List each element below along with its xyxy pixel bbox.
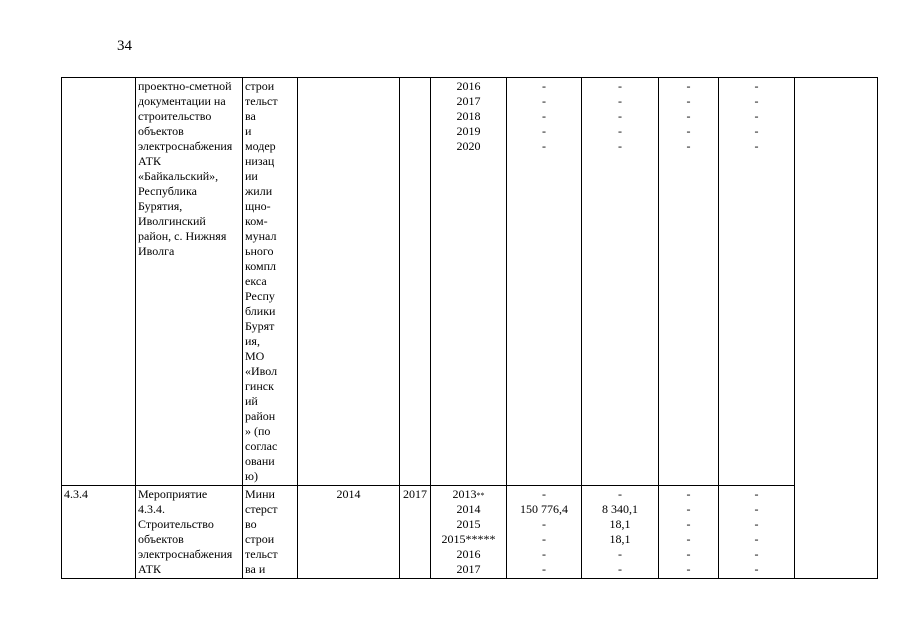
cell-id — [62, 78, 136, 486]
page-number: 34 — [117, 38, 132, 54]
cell-executor: Мини стерст во строи тельст ва и — [243, 486, 298, 579]
cell-years: 2016 2017 2018 2019 2020 — [431, 78, 507, 486]
cell-value-2: - - - - - — [582, 78, 659, 486]
program-table — [61, 77, 878, 579]
cell-value-3: - - - - - — [659, 78, 719, 486]
cell-years: 2013** 2014 2015 2015***** 2016 2017 — [431, 486, 507, 579]
cell-start-year — [298, 78, 400, 486]
cell-value-1: - 150 776,4 - - - - — [507, 486, 582, 579]
table-row — [62, 78, 878, 486]
footnote-mark: ** — [476, 491, 485, 500]
cell-executor: строи тельст ва и модер низац ии жили щно- ком- мунал ьного компл екса Респу блики Бурят ия, МО «Ивол гинск ий район » (по соглас овани ю) — [243, 78, 298, 486]
cell-name: проектно-сметной документации на строительство объектов электроснабжения АТК «Байкальский», Республика Бурятия, Иволгинский район, с. Нижняя Иволга — [136, 78, 243, 486]
cell-value-3: - - - - - - — [659, 486, 719, 579]
cell-value-4: - - - - - — [719, 78, 795, 486]
cell-end-year: 2017 — [400, 486, 431, 579]
cell-name: Мероприятие 4.3.4. Строительство объектов электроснабжения АТК — [136, 486, 243, 579]
cell-start-year: 2014 — [298, 486, 400, 579]
cell-end-year — [400, 78, 431, 486]
cell-value-1: - - - - - — [507, 78, 582, 486]
table-row — [62, 486, 878, 579]
cell-value-4: - - - - - - — [719, 486, 795, 579]
cell-id: 4.3.4 — [62, 486, 136, 579]
cell-notes — [795, 78, 878, 579]
cell-value-2: - 8 340,1 18,1 18,1 - - — [582, 486, 659, 579]
